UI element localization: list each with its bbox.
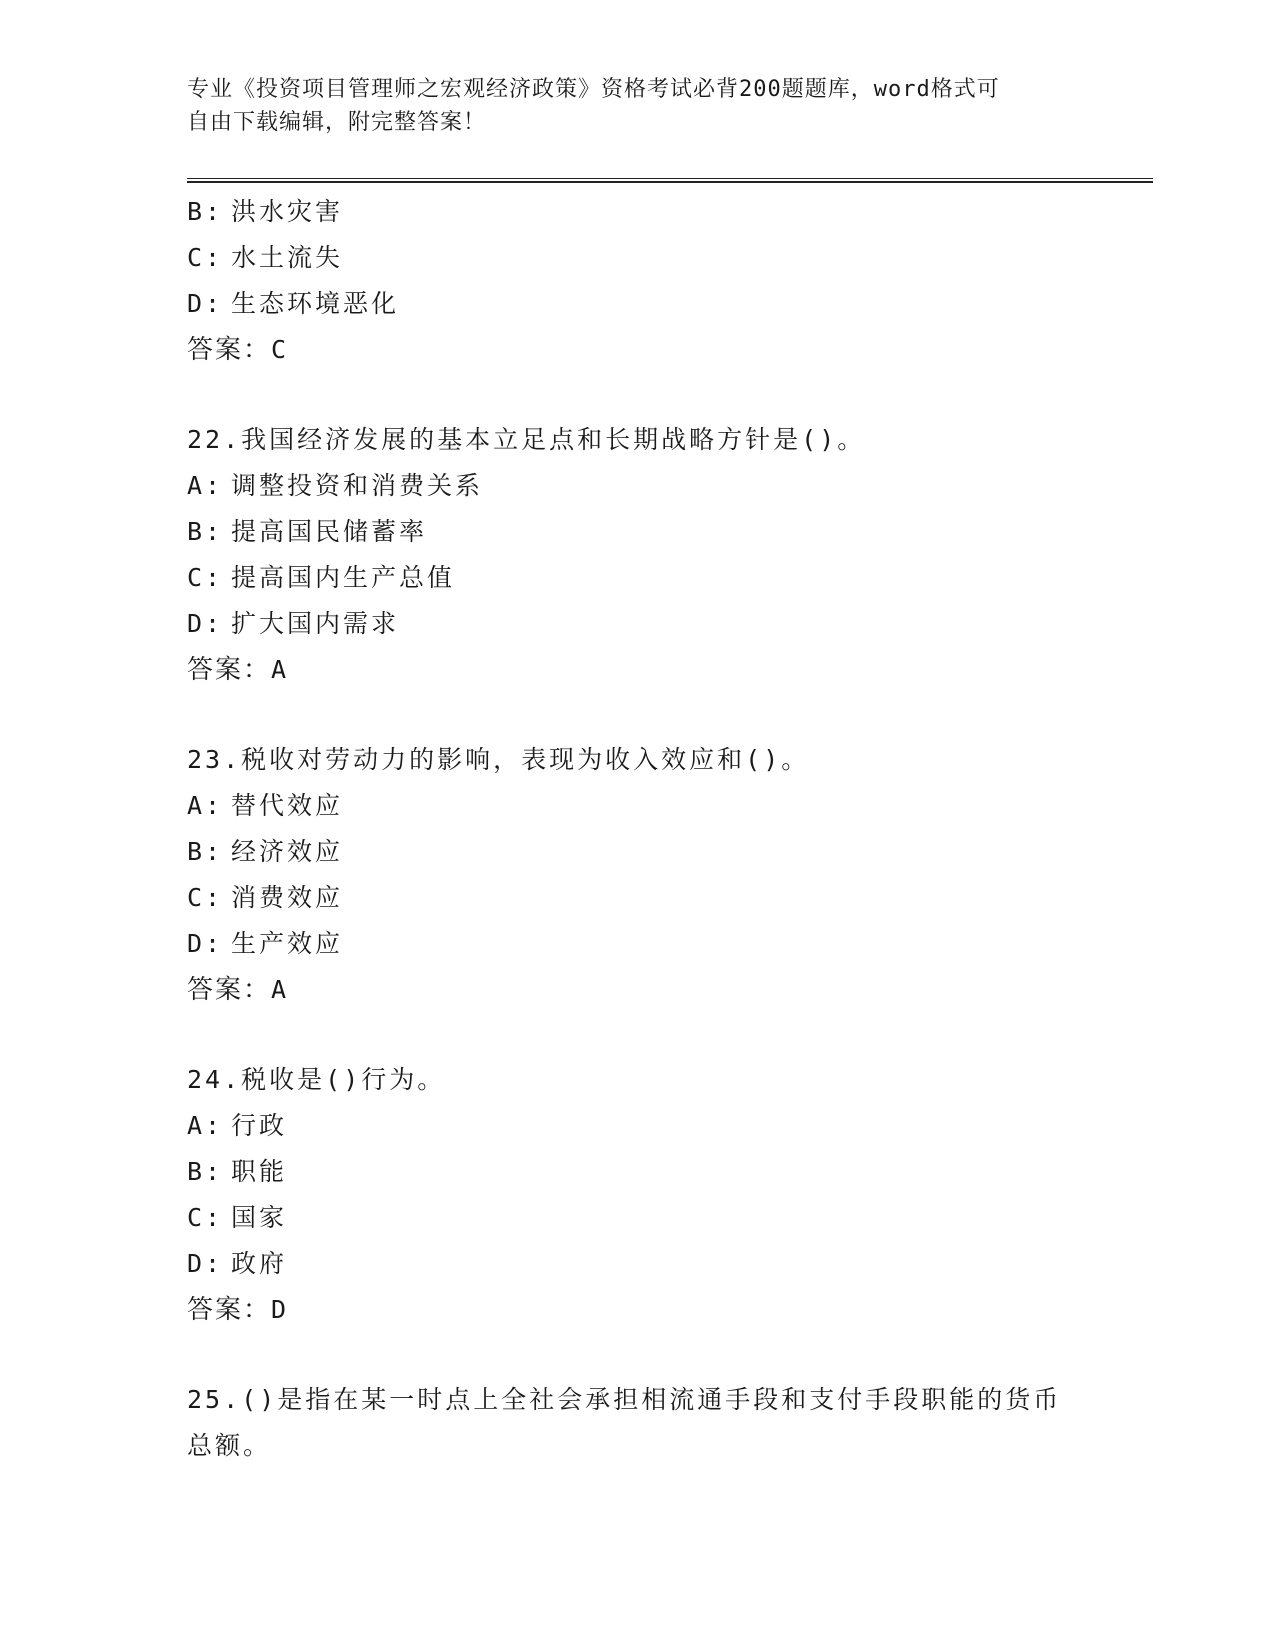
question-stem: 23.税收对劳动力的影响，表现为收入效应和()。: [187, 745, 810, 774]
option-a: A: 调整投资和消费关系: [187, 471, 484, 500]
question-stem-line-1: 25.()是指在某一时点上全社会承担相流通手段和支付手段职能的货币: [187, 1385, 1062, 1414]
header-divider-thin: [187, 178, 1153, 179]
header-line-1: 专业《投资项目管理师之宏观经济政策》资格考试必背200题题库，word格式可: [187, 77, 1000, 102]
option-d: D: 生产效应: [187, 929, 344, 958]
option-d: D: 政府: [187, 1249, 288, 1278]
question-list: [187, 189, 1147, 1469]
question-stem: 24.税收是()行为。: [187, 1065, 446, 1094]
answer-line: 答案：A: [187, 655, 289, 685]
question-22: [187, 417, 1147, 693]
header-divider-thick: [187, 181, 1153, 183]
option-d: D: 扩大国内需求: [187, 609, 400, 638]
question-stem-line-2: 总额。: [187, 1431, 272, 1460]
answer-line: 答案：D: [187, 1295, 289, 1325]
option-b: B: 职能: [187, 1157, 288, 1186]
question-partial: [187, 189, 1147, 373]
answer-line: 答案：C: [187, 335, 289, 365]
document-header: [187, 73, 1087, 139]
option-c: C: 国家: [187, 1203, 288, 1232]
question-25: [187, 1377, 1147, 1469]
option-a: A: 行政: [187, 1111, 288, 1140]
option-b: B: 经济效应: [187, 837, 344, 866]
option-d: D: 生态环境恶化: [187, 289, 400, 318]
option-b: B: 提高国民储蓄率: [187, 517, 428, 546]
question-24: [187, 1057, 1147, 1333]
question-23: [187, 737, 1147, 1013]
option-a: A: 替代效应: [187, 791, 344, 820]
option-c: C: 提高国内生产总值: [187, 563, 456, 592]
option-c: C: 水土流失: [187, 243, 344, 272]
question-stem: 22.我国经济发展的基本立足点和长期战略方针是()。: [187, 425, 866, 454]
option-b: B: 洪水灾害: [187, 197, 344, 226]
answer-line: 答案：A: [187, 975, 289, 1005]
option-c: C: 消费效应: [187, 883, 344, 912]
header-line-2: 自由下载编辑，附完整答案！: [187, 110, 487, 135]
